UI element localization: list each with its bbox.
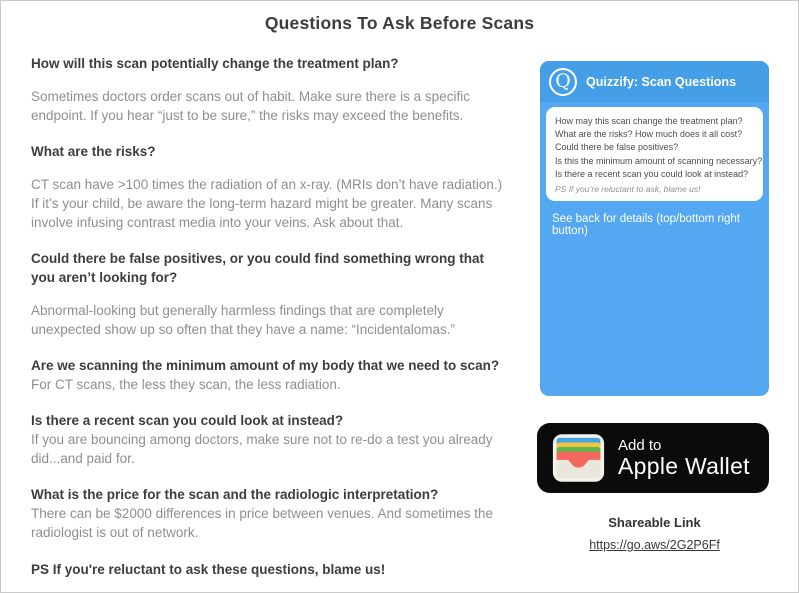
section-body: There can be $2000 differences in price between venues. And sometimes the radiologist is out of network. (31, 506, 494, 540)
quizzify-widget-header (540, 61, 769, 102)
page-title: Questions To Ask Before Scans (264, 13, 535, 33)
section-treatment-plan (31, 54, 509, 125)
section-body: If you are bouncing among doctors, make sure not to re-do a test you already did...and paid for. (31, 432, 493, 466)
share-link[interactable]: https://go.aws/2G2P6Ff (589, 538, 720, 552)
section-heading: Is there a recent scan you could look at instead? (31, 413, 344, 428)
wallet-label-line2: Apple Wallet (618, 453, 750, 479)
section-heading: Could there be false positives, or you could find something wrong that you aren’t looking for? (31, 251, 485, 285)
widget-question: Is this the minimum amount of scanning necessary? (555, 155, 763, 166)
widget-question: Could there be false positives? (555, 142, 679, 153)
ps-note: PS If you're reluctant to ask these questions, blame us! (31, 562, 386, 577)
section-body: Sometimes doctors order scans out of habit. Make sure there is a specific endpoint. If you hear “just to be sure,” the risks may exceed the benefits. (31, 89, 470, 123)
widget-ps-note: PS If you’re reluctant to ask, blame us! (555, 184, 701, 195)
quizzify-widget-card (540, 61, 769, 396)
quizzify-questions-box (546, 107, 763, 201)
section-heading: What is the price for the scan and the radiologic interpretation? (31, 487, 439, 502)
section-heading: How will this scan potentially change the treatment plan? (31, 56, 399, 71)
section-false-positives (31, 249, 509, 339)
widget-question: How may this scan change the treatment plan? (555, 116, 743, 126)
section-risks (31, 142, 509, 232)
see-back-note: See back for details (top/bottom right button) (552, 213, 740, 238)
widget-question: Is there a recent scan you could look at instead? (555, 168, 749, 179)
section-minimum-scanning (31, 356, 509, 394)
share-label: Shareable Link (608, 515, 701, 530)
wallet-button-label (618, 437, 750, 479)
section-price (31, 485, 509, 542)
section-heading: Are we scanning the minimum amount of my body that we need to scan? (31, 358, 500, 373)
section-body: CT scan have >100 times the radiation of an x-ray. (MRIs don’t have radiation.) If it’s your child, be aware the long-term hazard might be greater. Many scans involve infusing contrast media into your veins. Ask about that. (31, 177, 503, 230)
apple-wallet-icon (552, 433, 605, 483)
wallet-label-line1: Add to (618, 437, 662, 454)
questions-article (31, 54, 509, 577)
section-recent-scan (31, 411, 509, 468)
add-to-apple-wallet-button[interactable] (537, 423, 769, 493)
widget-question: What are the risks? How much does it all cost? (555, 129, 743, 140)
quizzify-widget-title: Quizzify: Scan Questions (586, 74, 737, 89)
section-heading: What are the risks? (31, 144, 156, 159)
quizzify-logo-icon: Q (549, 68, 577, 96)
share-block (540, 515, 769, 554)
section-body: For CT scans, the less they scan, the less radiation. (31, 377, 341, 392)
section-body: Abnormal-looking but generally harmless findings that are completely unexpected show up so often that they have a name: “Incidentalomas.” (31, 303, 456, 337)
